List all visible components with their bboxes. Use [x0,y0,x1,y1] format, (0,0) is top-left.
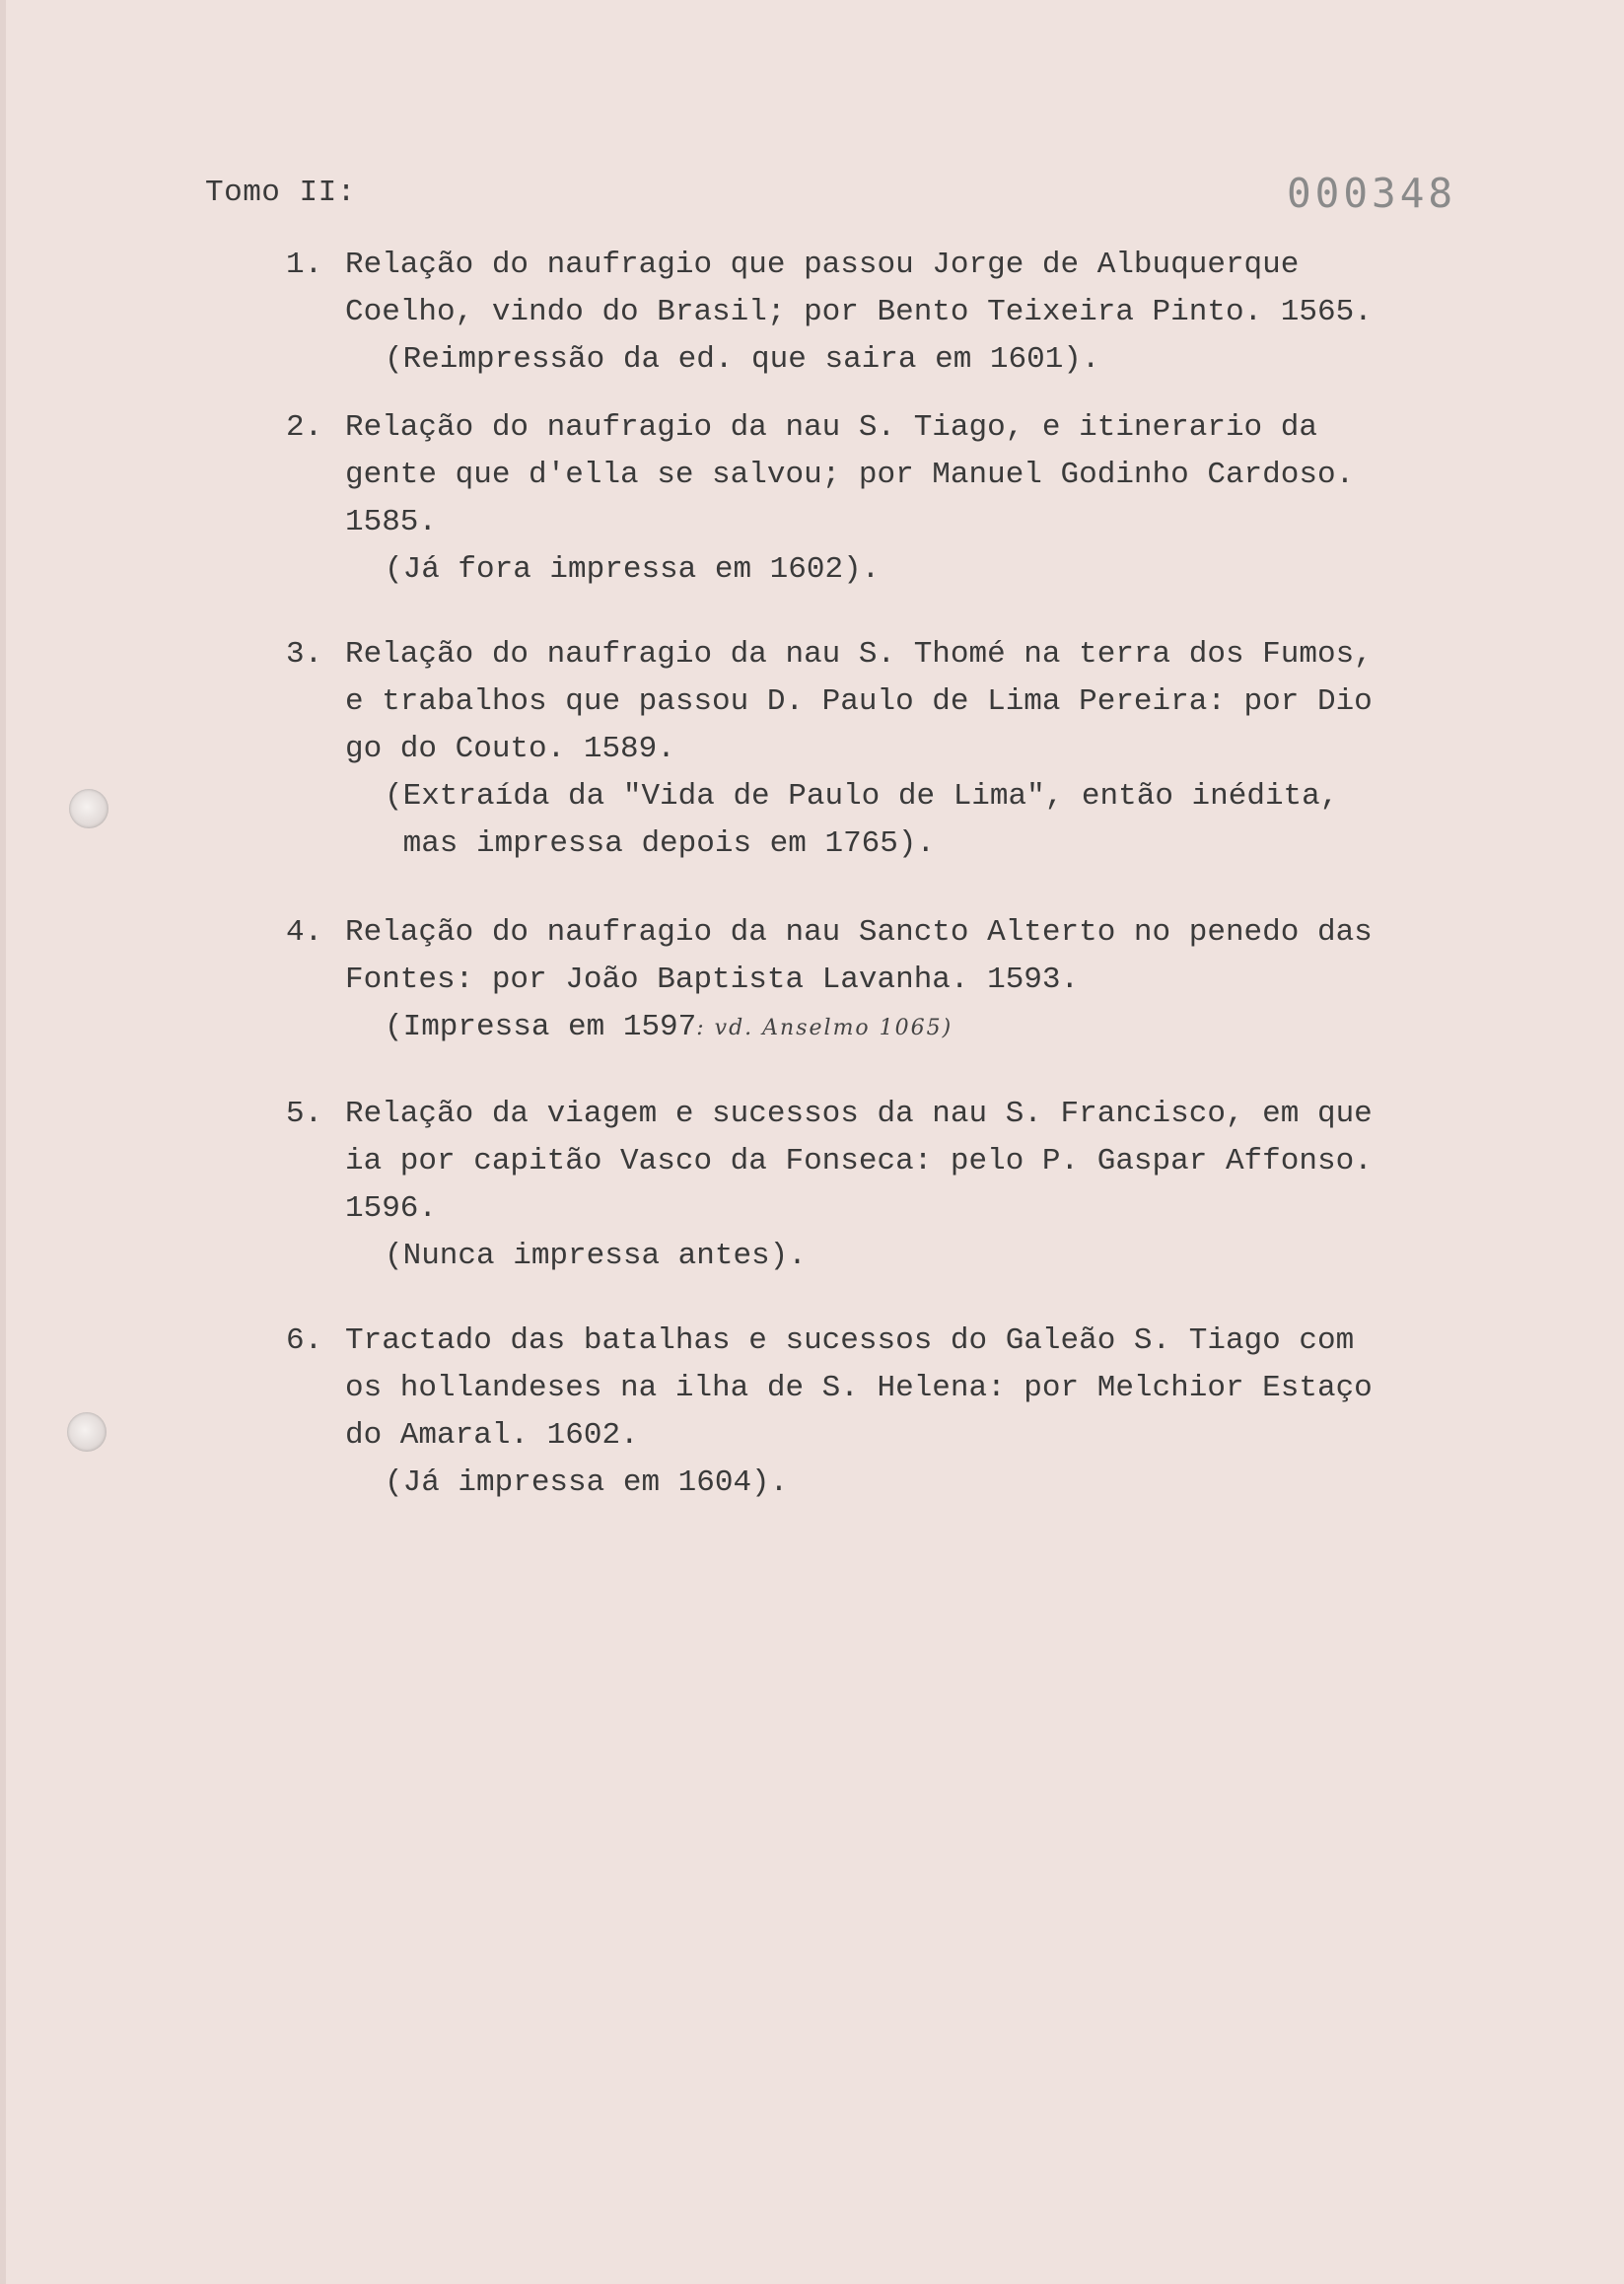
paper-edge [0,0,6,2284]
entry-line: go do Couto. 1589. [345,732,675,766]
entry-text [345,242,1528,336]
entry-line: e trabalhos que passou D. Paulo de Lima Pereira: por Dio [345,684,1373,719]
entry-line: Coelho, vindo do Brasil; por Bento Teixeira Pinto. 1565. [345,295,1373,329]
entry-note: (Nunca impressa antes). [385,1239,807,1273]
entry-text [345,404,1528,546]
entry-line: Relação do naufragio da nau Sancto Alterto no penedo das [345,915,1373,950]
entry-number: 5. [286,1097,323,1131]
note-line: mas impressa depois em 1765). [385,826,936,861]
entry-number: 1. [286,248,323,282]
entry-number: 2. [286,410,323,445]
entry-number: 4. [286,915,323,950]
entry-line: Tractado das batalhas e sucessos do Galeão S. Tiago com [345,1323,1355,1358]
entry-line: Relação da viagem e sucessos da nau S. Francisco, em que [345,1097,1373,1131]
archive-number-stamp: 000348 [1287,170,1457,217]
entry-note: (Já impressa em 1604). [385,1465,789,1500]
entry-line: ia por capitão Vasco da Fonseca: pelo P. Gaspar Affonso. [345,1144,1373,1178]
punch-hole [69,789,108,828]
note-typed: (Impressa em 1597 [385,1010,697,1044]
handwritten-annotation: : vd. Anselmo 1065) [696,1016,953,1040]
page-title: Tomo II: [205,176,356,210]
entry-note [385,1004,953,1052]
punch-hole [67,1412,106,1452]
entry-line: Fontes: por João Baptista Lavanha. 1593. [345,963,1080,997]
note-line: (Extraída da "Vida de Paulo de Lima", então inédita, [385,779,1339,814]
entry-line: do Amaral. 1602. [345,1418,639,1453]
entry-text [345,1091,1528,1233]
entry-note: (Reimpressão da ed. que saira em 1601). [385,342,1100,377]
entry-line: gente que d'ella se salvou; por Manuel Godinho Cardoso. [345,458,1355,492]
entry-line: Relação do naufragio da nau S. Tiago, e itinerario da [345,410,1317,445]
entry-note [385,773,1338,868]
entry-line: 1596. [345,1191,438,1226]
entry-number: 6. [286,1323,323,1358]
entry-text [345,631,1528,773]
entry-line: os hollandeses na ilha de S. Helena: por Melchior Estaço [345,1371,1373,1405]
entry-text [345,1318,1528,1460]
entry-line: Relação do naufragio da nau S. Thomé na terra dos Fumos, [345,637,1373,672]
entry-number: 3. [286,637,323,672]
entry-line: Relação do naufragio que passou Jorge de Albuquerque [345,248,1300,282]
entry-text [345,909,1528,1004]
entry-line: 1585. [345,505,438,539]
entry-note: (Já fora impressa em 1602). [385,552,881,587]
